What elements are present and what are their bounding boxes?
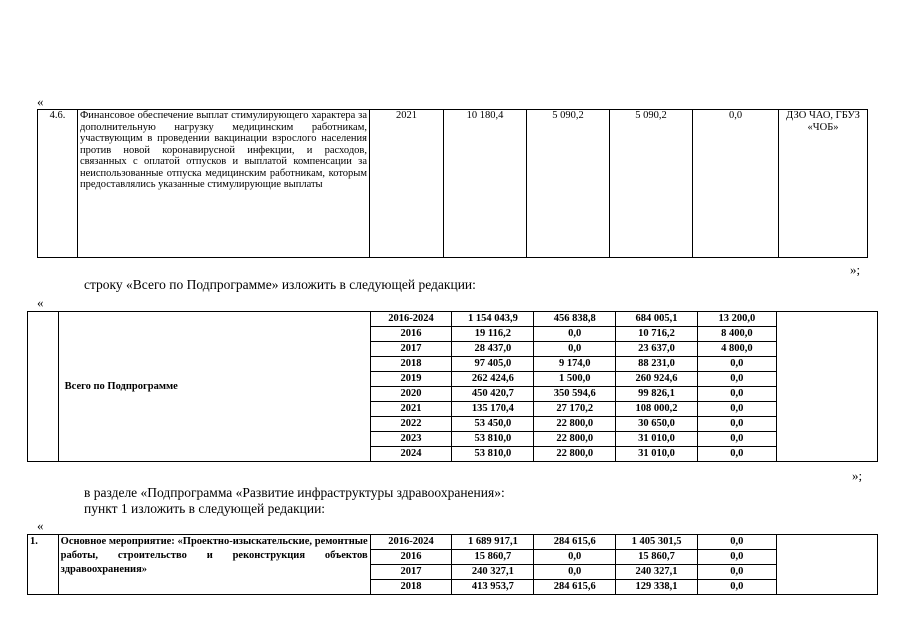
period-cell: 2021 (370, 402, 452, 417)
value-cell: 0,0 (697, 417, 776, 432)
value-cell: 31 010,0 (616, 432, 698, 447)
subprogram-total-table (27, 311, 878, 462)
infrastructure-item-1-table (27, 534, 878, 595)
open-quote: « (37, 295, 44, 310)
value-cell: 0,0 (697, 447, 776, 462)
value-cell: 0,0 (697, 550, 776, 565)
item-total: 10 180,4 (444, 110, 527, 258)
value-cell: 22 800,0 (534, 417, 616, 432)
value-cell: 129 338,1 (616, 580, 698, 595)
value-cell: 0,0 (697, 432, 776, 447)
value-cell: 30 650,0 (616, 417, 698, 432)
period-cell: 2019 (370, 372, 452, 387)
program-table-item-4-6 (37, 109, 868, 258)
executor-cell (776, 312, 877, 462)
total-cell: 53 450,0 (452, 417, 534, 432)
value-cell: 684 005,1 (616, 312, 698, 327)
total-cell: 240 327,1 (452, 565, 534, 580)
period-cell: 2017 (370, 565, 452, 580)
value-cell: 22 800,0 (534, 447, 616, 462)
total-cell: 413 953,7 (452, 580, 534, 595)
value-cell: 0,0 (697, 580, 776, 595)
value-cell: 0,0 (697, 402, 776, 417)
total-cell: 15 860,7 (452, 550, 534, 565)
value-cell: 13 200,0 (697, 312, 776, 327)
item-number: 4.6. (38, 110, 78, 258)
value-cell: 22 800,0 (534, 432, 616, 447)
value-cell: 0,0 (534, 565, 616, 580)
value-cell: 1 405 301,5 (616, 535, 698, 550)
value-cell: 99 826,1 (616, 387, 698, 402)
paragraph-3: пункт 1 изложить в следующей редакции: (84, 501, 326, 516)
value-cell: 9 174,0 (534, 357, 616, 372)
number-cell (28, 312, 59, 462)
total-cell: 53 810,0 (452, 432, 534, 447)
period-cell: 2020 (370, 387, 452, 402)
total-cell: 53 810,0 (452, 447, 534, 462)
value-cell: 284 615,6 (534, 535, 616, 550)
total-cell: 450 420,7 (452, 387, 534, 402)
value-cell: 456 838,8 (534, 312, 616, 327)
period-cell: 2023 (370, 432, 452, 447)
period-cell: 2016-2024 (370, 312, 452, 327)
item-description: Финансовое обеспечение выплат стимулирующего характера за дополнительную нагрузку медицинским работникам, участвующим в проведении вакцинации взрослого населения против новой коронавирусной инфекции, и расходов, связанных с оплатой отпусков и выплатой компенсации за неиспользованные отпуска медицинским работникам, которым предоставлялись указанные стимулирующие выплаты (78, 110, 370, 258)
value-cell: 15 860,7 (616, 550, 698, 565)
value-cell: 0,0 (697, 387, 776, 402)
value-cell: 284 615,6 (534, 580, 616, 595)
table-row (28, 312, 878, 327)
total-cell: 1 154 043,9 (452, 312, 534, 327)
subprogram-label: Всего по Подпрограмме (58, 312, 370, 462)
open-quote: « (37, 94, 44, 109)
executor-cell (776, 535, 877, 595)
value-cell: 10 716,2 (616, 327, 698, 342)
period-cell: 2016-2024 (370, 535, 452, 550)
item-col2: 5 090,2 (527, 110, 610, 258)
item-number: 1. (28, 535, 59, 595)
total-cell: 19 116,2 (452, 327, 534, 342)
value-cell: 0,0 (534, 327, 616, 342)
item-executor: ДЗО ЧАО, ГБУЗ «ЧОБ» (779, 110, 868, 258)
value-cell: 1 500,0 (534, 372, 616, 387)
value-cell: 0,0 (697, 535, 776, 550)
period-cell: 2016 (370, 550, 452, 565)
total-cell: 28 437,0 (452, 342, 534, 357)
close-quote: »; (852, 468, 863, 483)
period-cell: 2018 (370, 580, 452, 595)
total-cell: 262 424,6 (452, 372, 534, 387)
table-row (28, 535, 878, 550)
period-cell: 2017 (370, 342, 452, 357)
close-quote: »; (850, 262, 861, 277)
value-cell: 0,0 (534, 550, 616, 565)
value-cell: 88 231,0 (616, 357, 698, 372)
value-cell: 23 637,0 (616, 342, 698, 357)
value-cell: 350 594,6 (534, 387, 616, 402)
value-cell: 260 924,6 (616, 372, 698, 387)
total-cell: 1 689 917,1 (452, 535, 534, 550)
value-cell: 0,0 (534, 342, 616, 357)
value-cell: 31 010,0 (616, 447, 698, 462)
value-cell: 27 170,2 (534, 402, 616, 417)
value-cell: 0,0 (697, 372, 776, 387)
period-cell: 2016 (370, 327, 452, 342)
total-cell: 97 405,0 (452, 357, 534, 372)
item-description: Основное мероприятие: «Проектно-изыскательские, ремонтные работы, строительство и реконструкция объектов здравоохранения» (58, 535, 370, 595)
paragraph-1: строку «Всего по Подпрограмме» изложить в следующей редакции: (84, 277, 476, 292)
value-cell: 240 327,1 (616, 565, 698, 580)
item-year: 2021 (370, 110, 444, 258)
value-cell: 8 400,0 (697, 327, 776, 342)
period-cell: 2024 (370, 447, 452, 462)
paragraph-2: в разделе «Подпрограмма «Развитие инфраструктуры здравоохранения»: (84, 485, 505, 500)
value-cell: 4 800,0 (697, 342, 776, 357)
value-cell: 0,0 (697, 357, 776, 372)
value-cell: 0,0 (697, 565, 776, 580)
period-cell: 2022 (370, 417, 452, 432)
item-col3: 5 090,2 (610, 110, 693, 258)
item-col4: 0,0 (693, 110, 779, 258)
total-cell: 135 170,4 (452, 402, 534, 417)
period-cell: 2018 (370, 357, 452, 372)
open-quote: « (37, 518, 44, 533)
value-cell: 108 000,2 (616, 402, 698, 417)
